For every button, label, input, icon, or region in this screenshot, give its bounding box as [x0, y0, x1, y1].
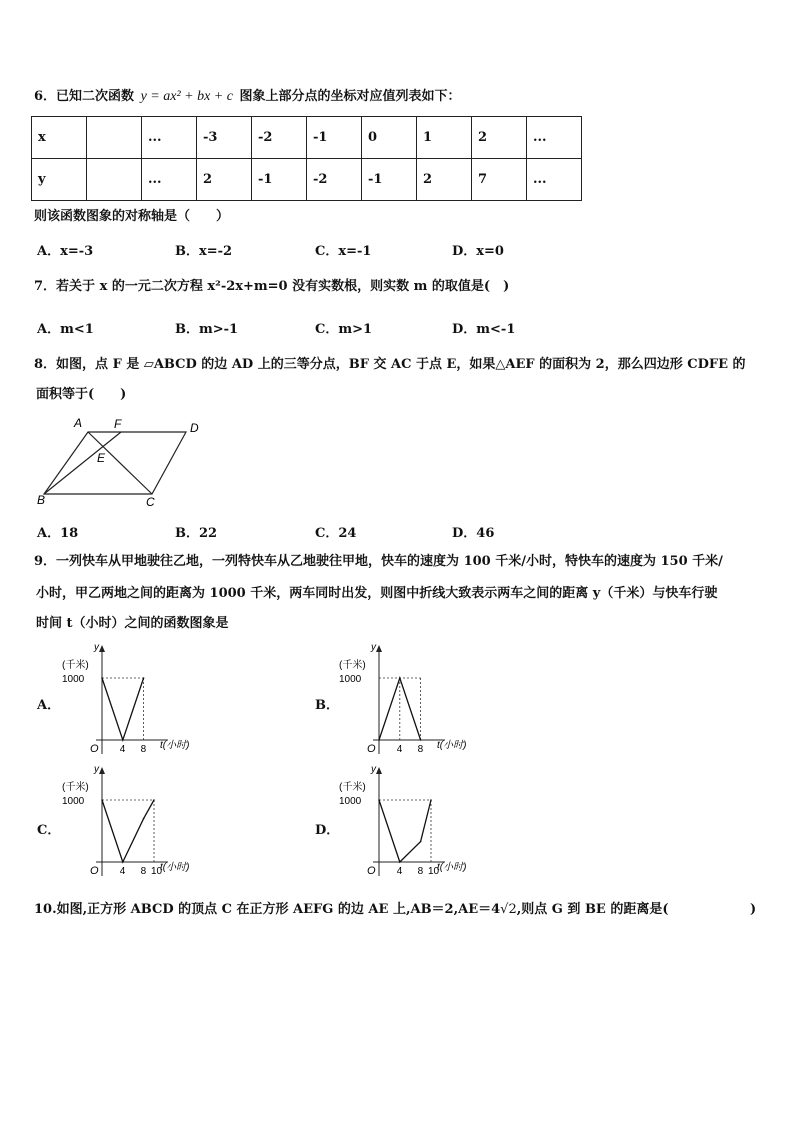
- x-tick-label: 8: [140, 744, 147, 755]
- origin-label: O: [367, 743, 376, 755]
- y-axis-letter: y: [94, 764, 99, 775]
- table-row: [32, 159, 582, 201]
- table-cell: -1: [252, 159, 307, 201]
- y-tick-label: 1000: [62, 796, 85, 807]
- table-cell: x: [32, 117, 87, 159]
- q6-option-c[interactable]: C．x=-1: [315, 244, 372, 259]
- table-cell: 2: [417, 159, 472, 201]
- q8-parallelogram-figure: [34, 412, 210, 512]
- x-tick-label: 4: [119, 744, 126, 755]
- x-tick-label: 4: [119, 866, 126, 877]
- q9-option-c[interactable]: C．: [37, 823, 61, 838]
- q8-stem-line2: 面积等于( ): [36, 387, 127, 402]
- table-row: [32, 117, 582, 159]
- table-cell: ...: [142, 117, 197, 159]
- q6-rest: 图象上部分点的坐标对应值列表如下：: [239, 89, 461, 104]
- data-point: [143, 677, 145, 679]
- q9-graph-b: [337, 640, 507, 760]
- q8-option-d[interactable]: D．46: [452, 526, 495, 541]
- x-axis-title: t(小时): [160, 862, 190, 873]
- q8-option-c[interactable]: C．24: [315, 526, 357, 541]
- q6-question: 则该函数图象的对称轴是（ ）: [34, 209, 230, 224]
- label-c: C: [146, 495, 155, 509]
- label-e: E: [97, 451, 106, 465]
- data-point: [378, 739, 380, 741]
- q6-option-b[interactable]: B．x=-2: [175, 244, 233, 259]
- q7-option-d[interactable]: D．m<-1: [452, 322, 516, 337]
- data-point: [122, 739, 124, 741]
- origin-label: O: [90, 743, 99, 755]
- table-cell: [87, 159, 142, 201]
- label-b: B: [37, 493, 46, 507]
- q8-option-b[interactable]: B．22: [175, 526, 218, 541]
- x-axis-title: t(小时): [160, 740, 190, 751]
- table-cell: -2: [252, 117, 307, 159]
- x-tick-label: 4: [396, 744, 403, 755]
- y-axis-arrow-icon: [99, 767, 105, 774]
- table-cell: 1: [417, 117, 472, 159]
- table-cell: ...: [527, 159, 582, 201]
- y-axis-arrow-icon: [99, 645, 105, 652]
- q6-option-a[interactable]: A．x=-3: [37, 244, 94, 259]
- data-point: [420, 841, 422, 843]
- data-point: [378, 799, 380, 801]
- table-cell: 0: [362, 117, 417, 159]
- y-axis-arrow-icon: [376, 767, 382, 774]
- y-axis-letter: y: [94, 642, 99, 653]
- y-axis-unit: (千米): [62, 660, 89, 671]
- y-axis-letter: y: [371, 764, 376, 775]
- data-point: [399, 861, 401, 863]
- q8-stem-line1: 8．如图，点 F 是 ▱ABCD 的边 AD 上的三等分点，BF 交 AC 于点 E，如果△AEF 的面积为 2，那么四边形 CDFE 的: [34, 357, 746, 372]
- data-point: [430, 799, 432, 801]
- q10-text-a: 10.如图,正方形 ABCD 的顶点 C 在正方形 AEFG 的边 AE 上,AB＝2,AE＝4: [34, 902, 501, 917]
- label-d: D: [190, 421, 199, 435]
- q9-stem-line2: 小时，甲乙两地之间的距离为 1000 千米，两车同时出发，则图中折线大致表示两车之间的距离 y（千米）与快车行驶: [36, 586, 718, 601]
- table-cell: 2: [197, 159, 252, 201]
- x-tick-label: 8: [417, 744, 424, 755]
- distance-line: [102, 800, 154, 862]
- table-cell: -1: [307, 117, 362, 159]
- y-tick-label: 1000: [339, 674, 362, 685]
- data-point: [143, 818, 145, 820]
- data-point: [101, 677, 103, 679]
- x-tick-label: 8: [140, 866, 147, 877]
- x-tick-label: 10: [428, 866, 440, 877]
- y-axis-letter: y: [371, 642, 376, 653]
- q8-option-a[interactable]: A．18: [37, 526, 79, 541]
- q9-graph-d: [337, 762, 507, 882]
- segment-bf: [44, 432, 121, 494]
- q6-option-d[interactable]: D．x=0: [452, 244, 504, 259]
- label-f: F: [114, 417, 122, 431]
- q10-paren-close: ): [750, 902, 757, 917]
- table-cell: -2: [307, 159, 362, 201]
- table-cell: ...: [527, 117, 582, 159]
- q9-option-b[interactable]: B．: [315, 698, 339, 713]
- distance-line: [379, 800, 431, 862]
- distance-line: [102, 678, 144, 740]
- x-tick-label: 10: [151, 866, 163, 877]
- data-point: [122, 861, 124, 863]
- parallelogram-abcd: [44, 432, 186, 494]
- table-cell: 2: [472, 117, 527, 159]
- q6-value-table: [31, 116, 582, 201]
- data-point: [399, 677, 401, 679]
- origin-label: O: [367, 865, 376, 877]
- q9-option-a[interactable]: A．: [37, 698, 61, 713]
- table-cell: 7: [472, 159, 527, 201]
- q7-option-b[interactable]: B．m>-1: [175, 322, 239, 337]
- q7-option-c[interactable]: C．m>1: [315, 322, 373, 337]
- y-tick-label: 1000: [62, 674, 85, 685]
- table-cell: y: [32, 159, 87, 201]
- q7-stem: 7．若关于 x 的一元二次方程 x²-2x+m=0 没有实数根，则实数 m 的取值是( ): [34, 279, 510, 294]
- q9-graph-c: [60, 762, 230, 882]
- q6-stem: [34, 88, 461, 106]
- x-tick-label: 8: [417, 866, 424, 877]
- q10-stem: [34, 901, 669, 919]
- origin-label: O: [90, 865, 99, 877]
- x-tick-label: 4: [396, 866, 403, 877]
- y-tick-label: 1000: [339, 796, 362, 807]
- q6-number: 6．已知二次函数: [34, 89, 135, 104]
- q9-stem-line3: 时间 t（小时）之间的函数图象是: [36, 616, 229, 631]
- q9-option-d[interactable]: D．: [315, 823, 340, 838]
- q9-graph-a: [60, 640, 230, 760]
- table-cell: [87, 117, 142, 159]
- y-axis-unit: (千米): [339, 660, 366, 671]
- y-axis-unit: (千米): [339, 782, 366, 793]
- y-axis-arrow-icon: [376, 645, 382, 652]
- data-point: [420, 739, 422, 741]
- table-cell: -1: [362, 159, 417, 201]
- q6-formula: y = ax² + bx + c: [140, 89, 233, 104]
- q10-text-b: ,则点 G 到 BE 的距离是(: [516, 902, 669, 917]
- q10-sqrt: √2: [500, 902, 517, 917]
- x-axis-title: t(小时): [437, 740, 467, 751]
- y-axis-unit: (千米): [62, 782, 89, 793]
- q7-option-a[interactable]: A．m<1: [37, 322, 94, 337]
- x-axis-title: t(小时): [437, 862, 467, 873]
- table-cell: ...: [142, 159, 197, 201]
- data-point: [153, 799, 155, 801]
- q9-stem-line1: 9．一列快车从甲地驶往乙地，一列特快车从乙地驶往甲地，快车的速度为 100 千米/小时，特快车的速度为 150 千米/: [34, 554, 723, 569]
- table-cell: -3: [197, 117, 252, 159]
- label-a: A: [74, 416, 83, 430]
- data-point: [101, 799, 103, 801]
